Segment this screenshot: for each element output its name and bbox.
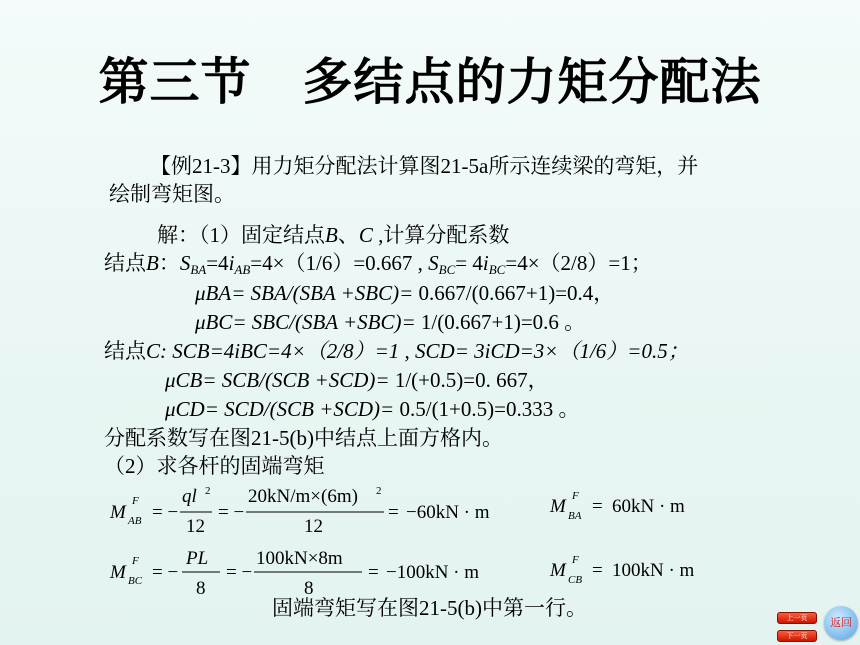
svg-text:2: 2 xyxy=(205,485,211,497)
prev-page-button[interactable]: 上一页 xyxy=(777,612,817,624)
fixed-end-note: 固端弯矩写在图21-5(b)中第一行。 xyxy=(272,596,587,620)
return-button[interactable]: 返回 xyxy=(824,606,858,640)
svg-text:F: F xyxy=(132,555,139,567)
svg-text:100kN×8m: 100kN×8m xyxy=(256,548,343,569)
svg-text:= −: = − xyxy=(152,562,179,583)
svg-text:12: 12 xyxy=(186,516,205,537)
svg-text:ql: ql xyxy=(182,486,197,507)
svg-text:60kN · m: 60kN · m xyxy=(612,496,685,517)
step2-heading: （2）求各杆的固端弯矩 xyxy=(104,454,325,478)
svg-text:BA: BA xyxy=(568,510,582,522)
svg-text:F: F xyxy=(572,490,579,502)
solution-step1: 解：（1）固定结点B、C ,计算分配系数 xyxy=(157,223,510,247)
svg-text:M: M xyxy=(550,496,566,517)
svg-text:=: = xyxy=(592,496,603,517)
svg-text:2: 2 xyxy=(376,485,382,497)
svg-text:F: F xyxy=(572,554,579,566)
svg-text:PL: PL xyxy=(186,548,209,569)
svg-text:−60kN · m: −60kN · m xyxy=(406,502,490,523)
example-label: 【例21-3】 xyxy=(150,154,252,178)
page-title: 第三节 多结点的力矩分配法 xyxy=(98,53,762,111)
node-c-mu-cd: μCD= SCD/(SCB +SCD)= 0.5/(1+0.5)=0.333 。 xyxy=(165,397,580,421)
formula-mfba xyxy=(548,482,728,542)
svg-text:8: 8 xyxy=(196,578,206,599)
node-b-mu-bc: μBC= SBC/(SBA +SBC)= 1/(0.667+1)=0.6 。 xyxy=(195,310,586,334)
svg-text:12: 12 xyxy=(304,516,323,537)
svg-text:CB: CB xyxy=(568,574,583,586)
svg-text:= −: = − xyxy=(218,502,245,523)
svg-text:F: F xyxy=(132,495,139,507)
svg-text:M: M xyxy=(550,560,566,581)
svg-text:8: 8 xyxy=(304,578,314,599)
node-b-mu-ba: μBA= SBA/(SBA +SBC)= 0.667/(0.667+1)=0.4， xyxy=(195,281,615,305)
svg-text:=: = xyxy=(388,502,399,523)
example-line-1 xyxy=(150,153,698,179)
formula-mfab xyxy=(108,482,508,542)
next-page-button[interactable]: 下一页 xyxy=(777,630,817,642)
svg-text:M: M xyxy=(110,502,126,523)
distribution-note: 分配系数写在图21-5(b)中结点上面方格内。 xyxy=(104,426,503,450)
example-line-2: 绘制弯矩图。 xyxy=(109,182,235,206)
node-c-mu-cb: μCB= SCB/(SCB +SCD)= 1/(+0.5)=0. 667， xyxy=(165,368,549,392)
svg-text:AB: AB xyxy=(128,515,142,527)
svg-text:100kN · m: 100kN · m xyxy=(612,560,695,581)
node-c-stiffness: 结点C: SCB=4iBC=4×（2/8）=1 , SCD= 3iCD=3×（1/6）=0.5； xyxy=(104,339,689,363)
svg-text:= −: = − xyxy=(152,502,179,523)
svg-text:BC: BC xyxy=(128,575,143,587)
example-text-1: 用力矩分配法计算图21-5a所示连续梁的弯矩，并 xyxy=(251,154,699,178)
svg-text:20kN/m×(6m): 20kN/m×(6m) xyxy=(248,486,358,507)
svg-text:=: = xyxy=(368,562,379,583)
node-b-stiffness: 结点B：$S_{BA}=4i_{AB}=4\times(1/6)=0.667$ , $S_{BC}= 4i_{BC}=4\times(2/8)=1$； xyxy=(104,251,652,277)
svg-text:M: M xyxy=(110,562,126,583)
svg-text:= −: = − xyxy=(226,562,253,583)
svg-text:=: = xyxy=(592,560,603,581)
svg-text:−100kN · m: −100kN · m xyxy=(386,562,480,583)
